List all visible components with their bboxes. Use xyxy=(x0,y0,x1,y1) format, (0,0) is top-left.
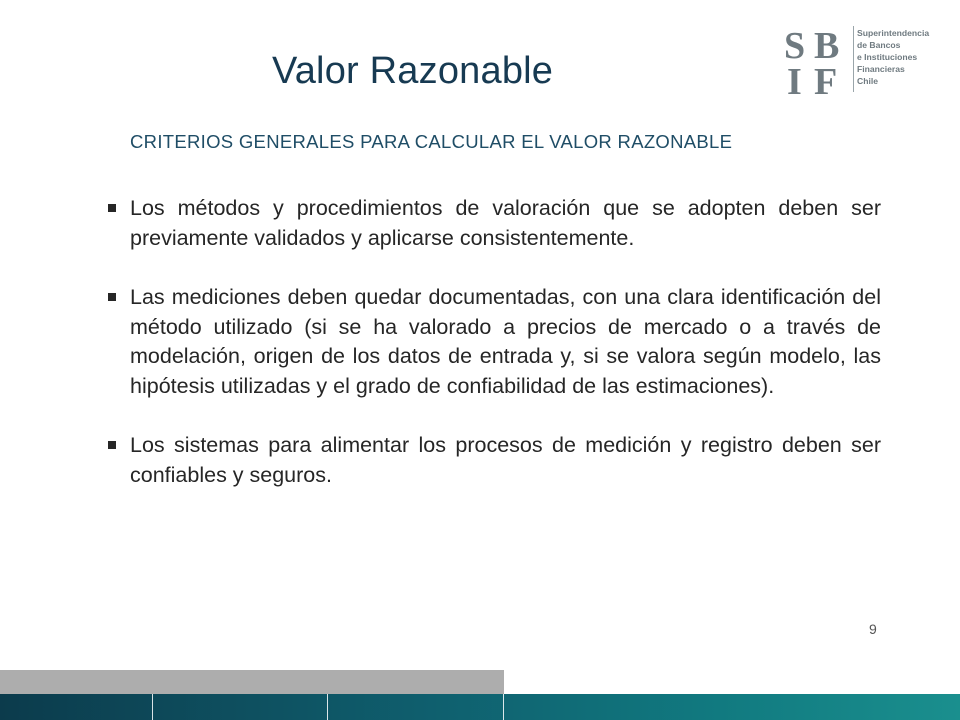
bullet-text: Los sistemas para alimentar los procesos de medición y registro deben ser confiables y seguros. xyxy=(130,433,881,487)
logo-line: de Bancos xyxy=(857,40,901,50)
logo-line: Financieras xyxy=(857,64,905,74)
footer-separator xyxy=(327,694,328,720)
bullet-text: Las mediciones deben quedar documentadas, con una clara identificación del método utilizado (si se ha valorado a precios de mercado o a través de modelación, origen de los datos de entrada y, si se valora según modelo, las hipótesis utilizadas y el grado de confiabilidad de las estimaciones). xyxy=(130,285,881,398)
footer-separator xyxy=(503,694,504,720)
footer-band xyxy=(0,694,960,720)
slide-subtitle: CRITERIOS GENERALES PARA CALCULAR EL VALOR RAZONABLE xyxy=(130,131,733,152)
logo-line: Chile xyxy=(857,76,879,86)
logo-line: e Instituciones xyxy=(857,52,918,62)
bullet-item xyxy=(104,431,881,490)
logo-text xyxy=(857,27,929,87)
svg-text:I: I xyxy=(787,61,802,96)
sbif-logo xyxy=(783,24,943,104)
square-bullet-icon xyxy=(108,293,116,301)
slide-title: Valor Razonable xyxy=(272,50,554,92)
page-number: 9 xyxy=(869,621,877,637)
bullet-text: Los métodos y procedimientos de valoración que se adopten deben ser previamente validados y aplicarse consistentemente. xyxy=(130,196,881,250)
logo-line: Superintendencia xyxy=(857,28,930,38)
svg-text:F: F xyxy=(814,61,838,96)
svg-text:B: B xyxy=(814,25,840,67)
square-bullet-icon xyxy=(108,441,116,449)
bullet-item xyxy=(104,194,881,253)
sbif-logo-mark-icon xyxy=(783,24,851,96)
bullet-list xyxy=(104,194,881,520)
svg-text:S: S xyxy=(784,25,806,67)
footer-gray-bar xyxy=(0,670,504,694)
bullet-item xyxy=(104,283,881,401)
square-bullet-icon xyxy=(108,204,116,212)
footer-separator xyxy=(152,694,153,720)
logo-divider xyxy=(853,26,854,92)
